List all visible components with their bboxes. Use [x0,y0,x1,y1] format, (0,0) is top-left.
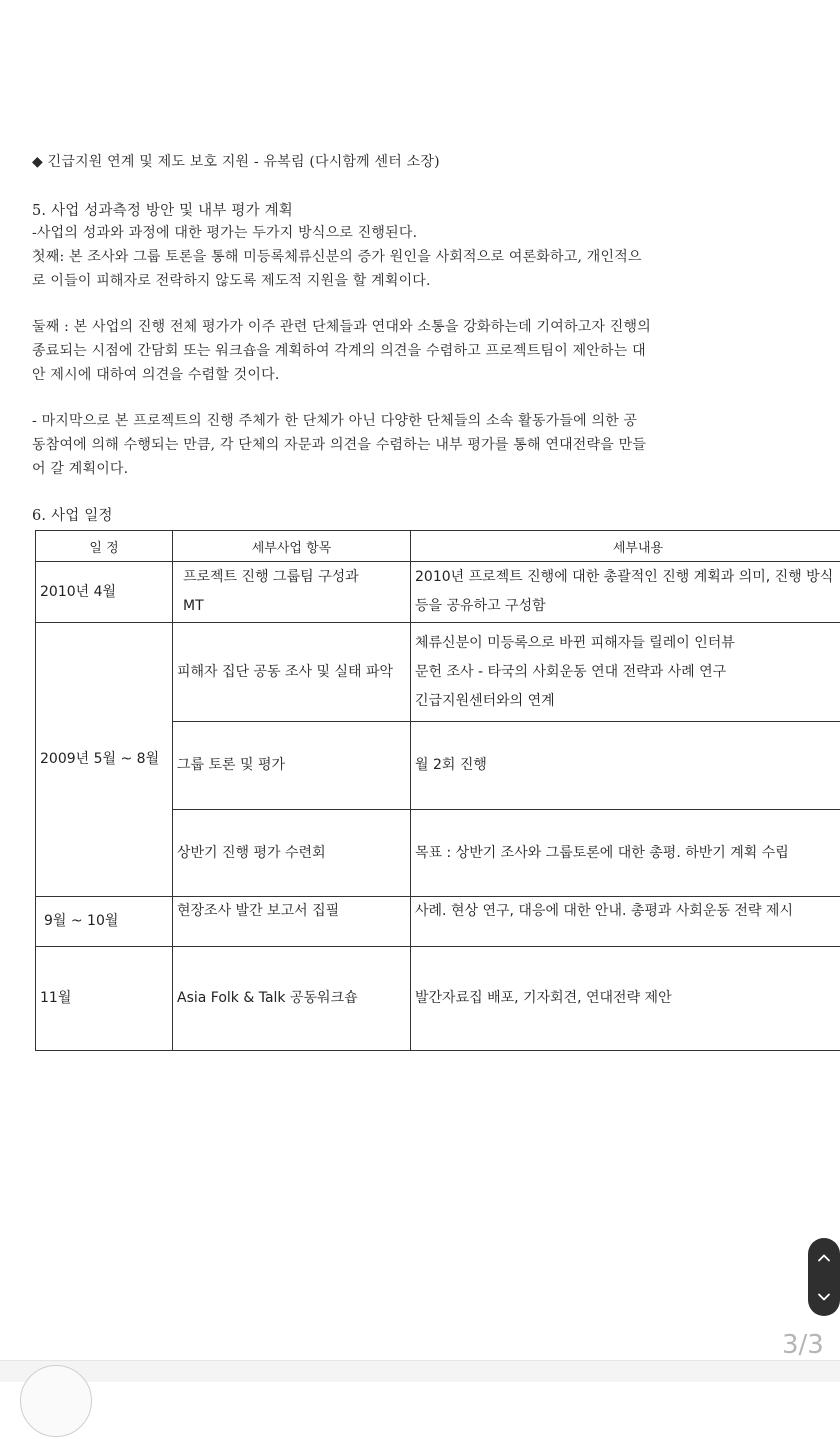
schedule-text: 2009년 5월 ~ 8월 [40,745,168,774]
item-cell [173,722,411,810]
bottom-action-button[interactable] [20,1365,92,1437]
detail-text: 월 2회 진행 [415,751,840,780]
section5-line: -사업의 성과와 과정에 대한 평가는 두가지 방식으로 진행된다. [32,222,417,242]
schedule-cell [36,562,173,623]
item-text: 상반기 진행 평가 수련회 [177,839,406,868]
page-nav-pill [808,1238,840,1316]
detail-text: 문헌 조사 - 타국의 사회운동 연대 전략과 사례 연구 [415,658,840,687]
detail-text: 발간자료집 배포, 기자회견, 연대전략 제안 [415,984,840,1013]
detail-cell [411,722,840,810]
section5-line: 종료되는 시점에 간담회 또는 워크숍을 계획하여 각계의 의견을 수렴하고 프로젝트팀이 제안하는 대 [32,340,646,360]
detail-text: 사례. 현상 연구, 대응에 대한 안내. 총평과 사회운동 전략 제시 [415,897,840,926]
item-cell [173,623,411,722]
item-text: 그룹 토론 및 평가 [177,751,406,780]
detail-text: 긴급지원센터와의 연계 [415,687,840,716]
section5-line: 안 제시에 대하여 의견을 수렴할 것이다. [32,364,279,384]
detail-cell [411,947,840,1051]
scroll-down-button[interactable] [808,1277,840,1316]
item-cell [173,810,411,897]
schedule-table [35,530,840,1051]
item-text: 프로젝트 진행 그룹팀 구성과 [177,563,406,592]
detail-text: 체류신분이 미등록으로 바뀐 피해자들 릴레이 인터뷰 [415,629,840,658]
schedule-cell [36,947,173,1051]
schedule-text: 11월 [40,984,168,1013]
table-row [36,897,840,947]
schedule-cell [36,897,173,947]
page-indicator: 3/3 [782,1330,824,1360]
table-header-row [36,531,840,562]
item-cell [173,562,411,623]
section5-line: 둘째 : 본 사업의 진행 전체 평가가 이주 관련 단체들과 연대와 소통을 강화하는데 기여하고자 진행의 [32,316,651,336]
section5-line: 어 갈 계획이다. [32,458,128,478]
scroll-up-button[interactable] [808,1238,840,1277]
chevron-up-icon [817,1251,831,1265]
header-schedule: 일 정 [36,531,173,562]
table-row [36,562,840,623]
chevron-down-icon [817,1290,831,1304]
section6-heading: 6. 사업 일정 [32,504,113,525]
table-row [36,623,840,722]
support-line: ◆ 긴급지원 연계 및 제도 보호 지원 - 유복림 (다시함께 센터 소장) [32,151,440,171]
schedule-text: 2010년 4월 [40,578,168,607]
section5-line: 동참여에 의해 수행되는 만큼, 각 단체의 자문과 의견을 수렴하는 내부 평가를 통해 연대전략을 만들 [32,434,646,454]
detail-text: 목표 : 상반기 조사와 그룹토론에 대한 총평. 하반기 계획 수립 [415,839,840,868]
item-text: 피해자 집단 공동 조사 및 실태 파악 [177,658,406,687]
section5-line: 로 이들이 피해자로 전락하지 않도록 제도적 지원을 할 계획이다. [32,270,431,290]
item-text: MT [177,592,406,621]
detail-text: 등을 공유하고 구성함 [415,592,840,621]
schedule-text: 9월 ~ 10월 [40,907,168,936]
item-cell [173,897,411,947]
section5-line: - 마지막으로 본 프로젝트의 진행 주체가 한 단체가 아닌 다양한 단체들의 소속 활동가들에 의한 공 [32,410,637,430]
item-text: 현장조사 발간 보고서 집필 [177,897,406,926]
detail-cell [411,810,840,897]
bottom-toolbar [0,1360,840,1382]
section5-line: 첫째: 본 조사와 그룹 토론을 통해 미등록체류신분의 증가 원인을 사회적으로 여론화하고, 개인적으 [32,246,642,266]
item-text: Asia Folk & Talk 공동워크숍 [177,984,406,1013]
item-cell [173,947,411,1051]
header-item: 세부사업 항목 [173,531,411,562]
section5-heading: 5. 사업 성과측정 방안 및 내부 평가 계획 [32,199,293,220]
detail-text: 2010년 프로젝트 진행에 대한 총괄적인 진행 계획과 의미, 진행 방식 [415,563,840,592]
table-row [36,947,840,1051]
detail-cell [411,623,840,722]
detail-cell [411,897,840,947]
detail-cell [411,562,840,623]
schedule-cell [36,623,173,897]
header-detail: 세부내용 [411,531,840,562]
